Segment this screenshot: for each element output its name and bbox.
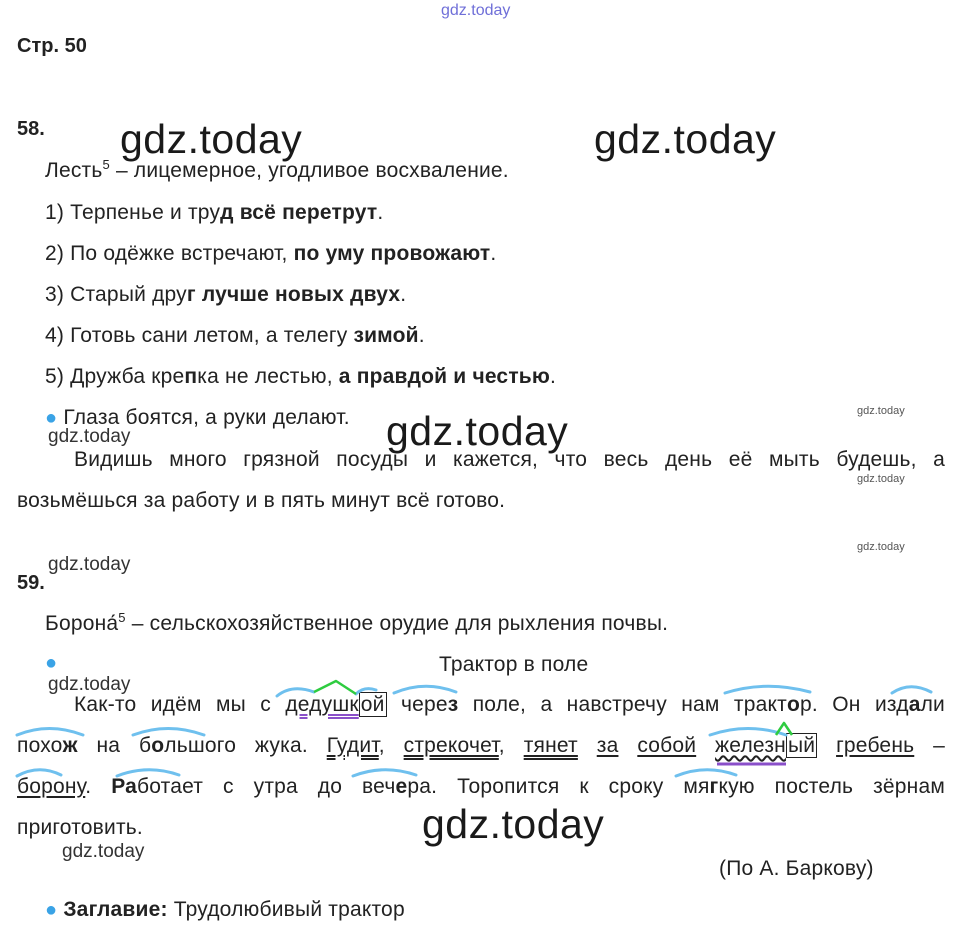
text-source: (По А. Баркову) — [719, 857, 874, 880]
page-label: Стр. 50 — [17, 35, 87, 57]
proverb-5: 5) Дружба крепка не лестью, а правдой и честью. — [45, 365, 557, 388]
exercise-number-59: 59. — [17, 572, 45, 594]
text-line-1: Как-то идём мы с дедушкой через поле, а навстречу нам трактор. Он издали — [74, 693, 945, 716]
bullet-item-proverb: ● Глаза боятся, а руки делают. — [45, 406, 350, 429]
attribute-zheleznyy: железн — [715, 734, 786, 757]
text-title: Трактор в поле — [439, 653, 589, 676]
text-line-3: борону. Работает с утра до вечера. Торопится к сроку мягкую постель зёрнам — [17, 775, 945, 798]
object-boronu: борону — [17, 775, 86, 798]
predicate-tyanet: тянет — [523, 734, 578, 757]
proverb-3: 3) Старый друг лучше новых двух. — [45, 283, 407, 306]
watermark-large: gdz.today — [386, 408, 569, 454]
watermark-medium: gdz.today — [48, 674, 131, 695]
proverb-4: 4) Готовь сани летом, а телегу зимой. — [45, 324, 425, 347]
watermark-medium: gdz.today — [48, 554, 131, 575]
paragraph-line-2: возьмёшься за работу и в пять минут всё готово. — [17, 489, 506, 512]
watermark-top: gdz.today — [441, 2, 511, 19]
ending-box: ый — [787, 734, 816, 757]
bullet-icon: ● — [45, 652, 58, 674]
predicate-strekochet: стрекочет — [403, 734, 499, 757]
caption: ● Заглавие: Трудолюбивый трактор — [45, 898, 405, 921]
watermark-medium: gdz.today — [48, 426, 131, 447]
watermark-small: gdz.today — [857, 541, 905, 553]
watermark-large: gdz.today — [120, 116, 303, 162]
watermark-small: gdz.today — [857, 405, 905, 417]
proverb-1: 1) Терпенье и труд всё перетрут. — [45, 201, 384, 224]
watermark-medium: gdz.today — [62, 841, 145, 862]
exercise-number-58: 58. — [17, 118, 45, 140]
proverb-2: 2) По одёжке встречают, по уму провожают. — [45, 242, 497, 265]
text-line-4: приготовить. — [17, 816, 143, 839]
word-root-underline: дедушк — [285, 693, 359, 716]
paragraph-line-1: Видишь много грязной посуды и кажется, что весь день её мыть будешь, а — [74, 448, 945, 471]
text-line-2: похож на большого жука. Гудит, стрекочет, тянет за собой железный гребень – — [17, 734, 945, 757]
watermark-small: gdz.today — [857, 473, 905, 485]
definition-lest: Лесть$^5$ – лицемерное, угодливое восхваление. — [45, 157, 509, 182]
definition-borona: Борона́$^5$ – сельскохозяйственное орудие для рыхления почвы. — [45, 610, 669, 635]
ending-box: ой — [360, 693, 385, 716]
watermark-large: gdz.today — [422, 801, 605, 847]
predicate-gudit: Гудит — [326, 734, 379, 757]
bullet-icon: ● — [45, 899, 58, 921]
watermark-large: gdz.today — [594, 116, 777, 162]
bullet-icon: ● — [45, 407, 58, 429]
